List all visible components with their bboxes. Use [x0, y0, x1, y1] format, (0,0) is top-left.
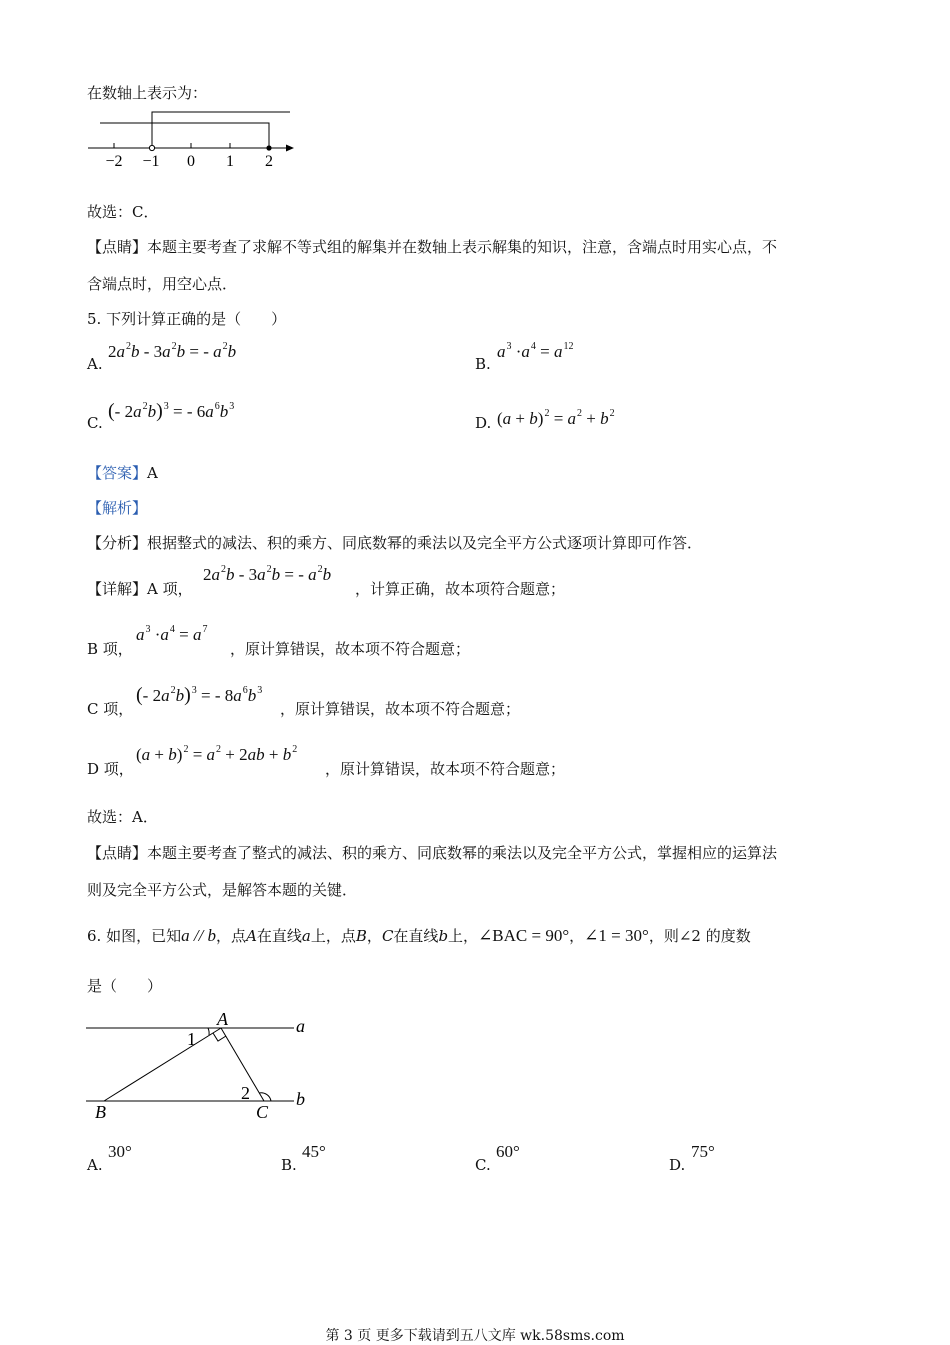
q5-detail-b-expr: $a^3 \cdot a^4 = a^7$ — [136, 624, 208, 644]
q5-option-d-expr: $(a + b)^2 = a^2 + b^2$ — [497, 408, 615, 428]
q5-detail-d-suffix: ，原计算错误，故本项不符合题意； — [325, 760, 566, 778]
label-B: B — [95, 1102, 106, 1122]
q5-analysis-tag: 【解析】 — [87, 499, 148, 517]
angle-1-arc — [208, 1028, 209, 1035]
q5-fenxi: 【分析】根据整式的减法、积的乘方、同底数幂的乘法以及完全平方公式逐项计算即可作答． — [87, 534, 703, 552]
q6-option-b-value: 45° — [302, 1142, 326, 1161]
q5-option-a-expr: $2a^2b - 3a^2b$ = - $a^2b$ — [108, 341, 237, 361]
right-angle-mark — [213, 1033, 226, 1041]
q6-option-c-value: 60° — [496, 1142, 520, 1161]
q5-detail-c-suffix: ，原计算错误，故本项不符合题意； — [280, 700, 521, 718]
page-footer: 第 3 页 更多下载请到五八文库 wk.58sms.com — [325, 1328, 625, 1344]
q4-comment-line1: 【点睛】本题主要考查了求解不等式组的解集并在数轴上表示解集的知识，注意，含端点时用实心点，不 — [87, 238, 778, 256]
tick-label: 1 — [226, 153, 234, 170]
label-2: 2 — [241, 1083, 250, 1103]
q5-option-b-expr: $a^3 \cdot a^4 = a^{12}$ — [497, 341, 574, 361]
answer-tag: 【答案】 — [87, 464, 148, 482]
q6-option-c-label: C. — [475, 1156, 491, 1174]
q5-detail-d-expr: $(a + b)^2 = a^2 + 2ab + b^2$ — [136, 744, 298, 764]
open-point — [149, 145, 154, 150]
q5-option-b-label: B. — [475, 355, 491, 373]
label-b: b — [296, 1089, 305, 1109]
q5-detail-b-suffix: ，原计算错误，故本项不符合题意； — [230, 640, 471, 658]
angle-2-arc — [259, 1093, 271, 1101]
q5-detail-a: 【详解】A 项， — [87, 580, 193, 598]
number-line-arrow — [286, 145, 294, 152]
q5-detail-b-prefix: B 项， — [87, 640, 133, 658]
label-A: A — [217, 1010, 228, 1029]
q4-comment-line2: 含端点时，用空心点． — [87, 275, 238, 293]
q6-figure — [84, 1010, 324, 1125]
label-a: a — [296, 1016, 305, 1036]
number-line-caption: 在数轴上表示为： — [87, 84, 208, 102]
q5-comment-line1: 【点睛】本题主要考查了整式的减法、积的乘方、同底数幂的乘法以及完全平方公式，掌握相应的运算法 — [87, 844, 778, 862]
label-C: C — [256, 1102, 269, 1122]
q5-choose: 故选：A． — [87, 808, 158, 826]
tick-label: 0 — [187, 153, 195, 170]
q6-option-a-value: 30° — [108, 1142, 132, 1161]
q5-comment-line2: 则及完全平方公式，是解答本题的关键． — [87, 881, 358, 899]
q5-option-a-label: A. — [87, 355, 103, 373]
q6-option-b-label: B. — [281, 1156, 297, 1174]
q6-stem-line1: 6. 如图，已知a // b，点A在直线a上，点B，C在直线b上，∠BAC = 90°，∠1 = 30°，则∠2 的度数 — [87, 926, 751, 945]
q5-option-c-label: C. — [87, 414, 103, 432]
comment-tag: 【点睛】 — [87, 238, 148, 256]
q5-answer: 【答案】A — [87, 464, 158, 482]
q5-stem: 5. 下列计算正确的是（ ） — [87, 310, 287, 328]
tick-label: −2 — [105, 153, 123, 170]
number-line-figure — [84, 105, 304, 175]
solid-point — [266, 145, 271, 150]
q5-option-d-label: D. — [475, 414, 492, 432]
q5-detail-a-expr: $2a^2b - 3a^2b$ = - $a^2b$ — [203, 564, 332, 584]
q6-option-a-label: A. — [87, 1156, 103, 1174]
label-1: 1 — [187, 1029, 196, 1049]
q6-option-d-label: D. — [669, 1156, 686, 1174]
q4-choose: 故选：C． — [87, 203, 159, 221]
q5-detail-a-suffix: ，计算正确，故本项符合题意； — [355, 580, 566, 598]
solution-line-lower — [100, 123, 269, 148]
q5-option-c-expr: (- $2a^2b)^3$ = - $6a^6b^3$ — [108, 400, 235, 422]
q5-detail-c-expr: (- $2a^2b)^3$ = - $8a^6b^3$ — [136, 684, 263, 706]
segment-ab — [104, 1028, 221, 1101]
tick-label: −1 — [142, 153, 160, 170]
number-line-ticks — [114, 143, 230, 148]
tick-label: 2 — [265, 153, 273, 170]
q5-detail-d-prefix: D 项， — [87, 760, 134, 778]
q6-stem-line2: 是（ ） — [87, 977, 163, 995]
q5-detail-c-prefix: C 项， — [87, 700, 134, 718]
q6-option-d-value: 75° — [691, 1142, 715, 1161]
